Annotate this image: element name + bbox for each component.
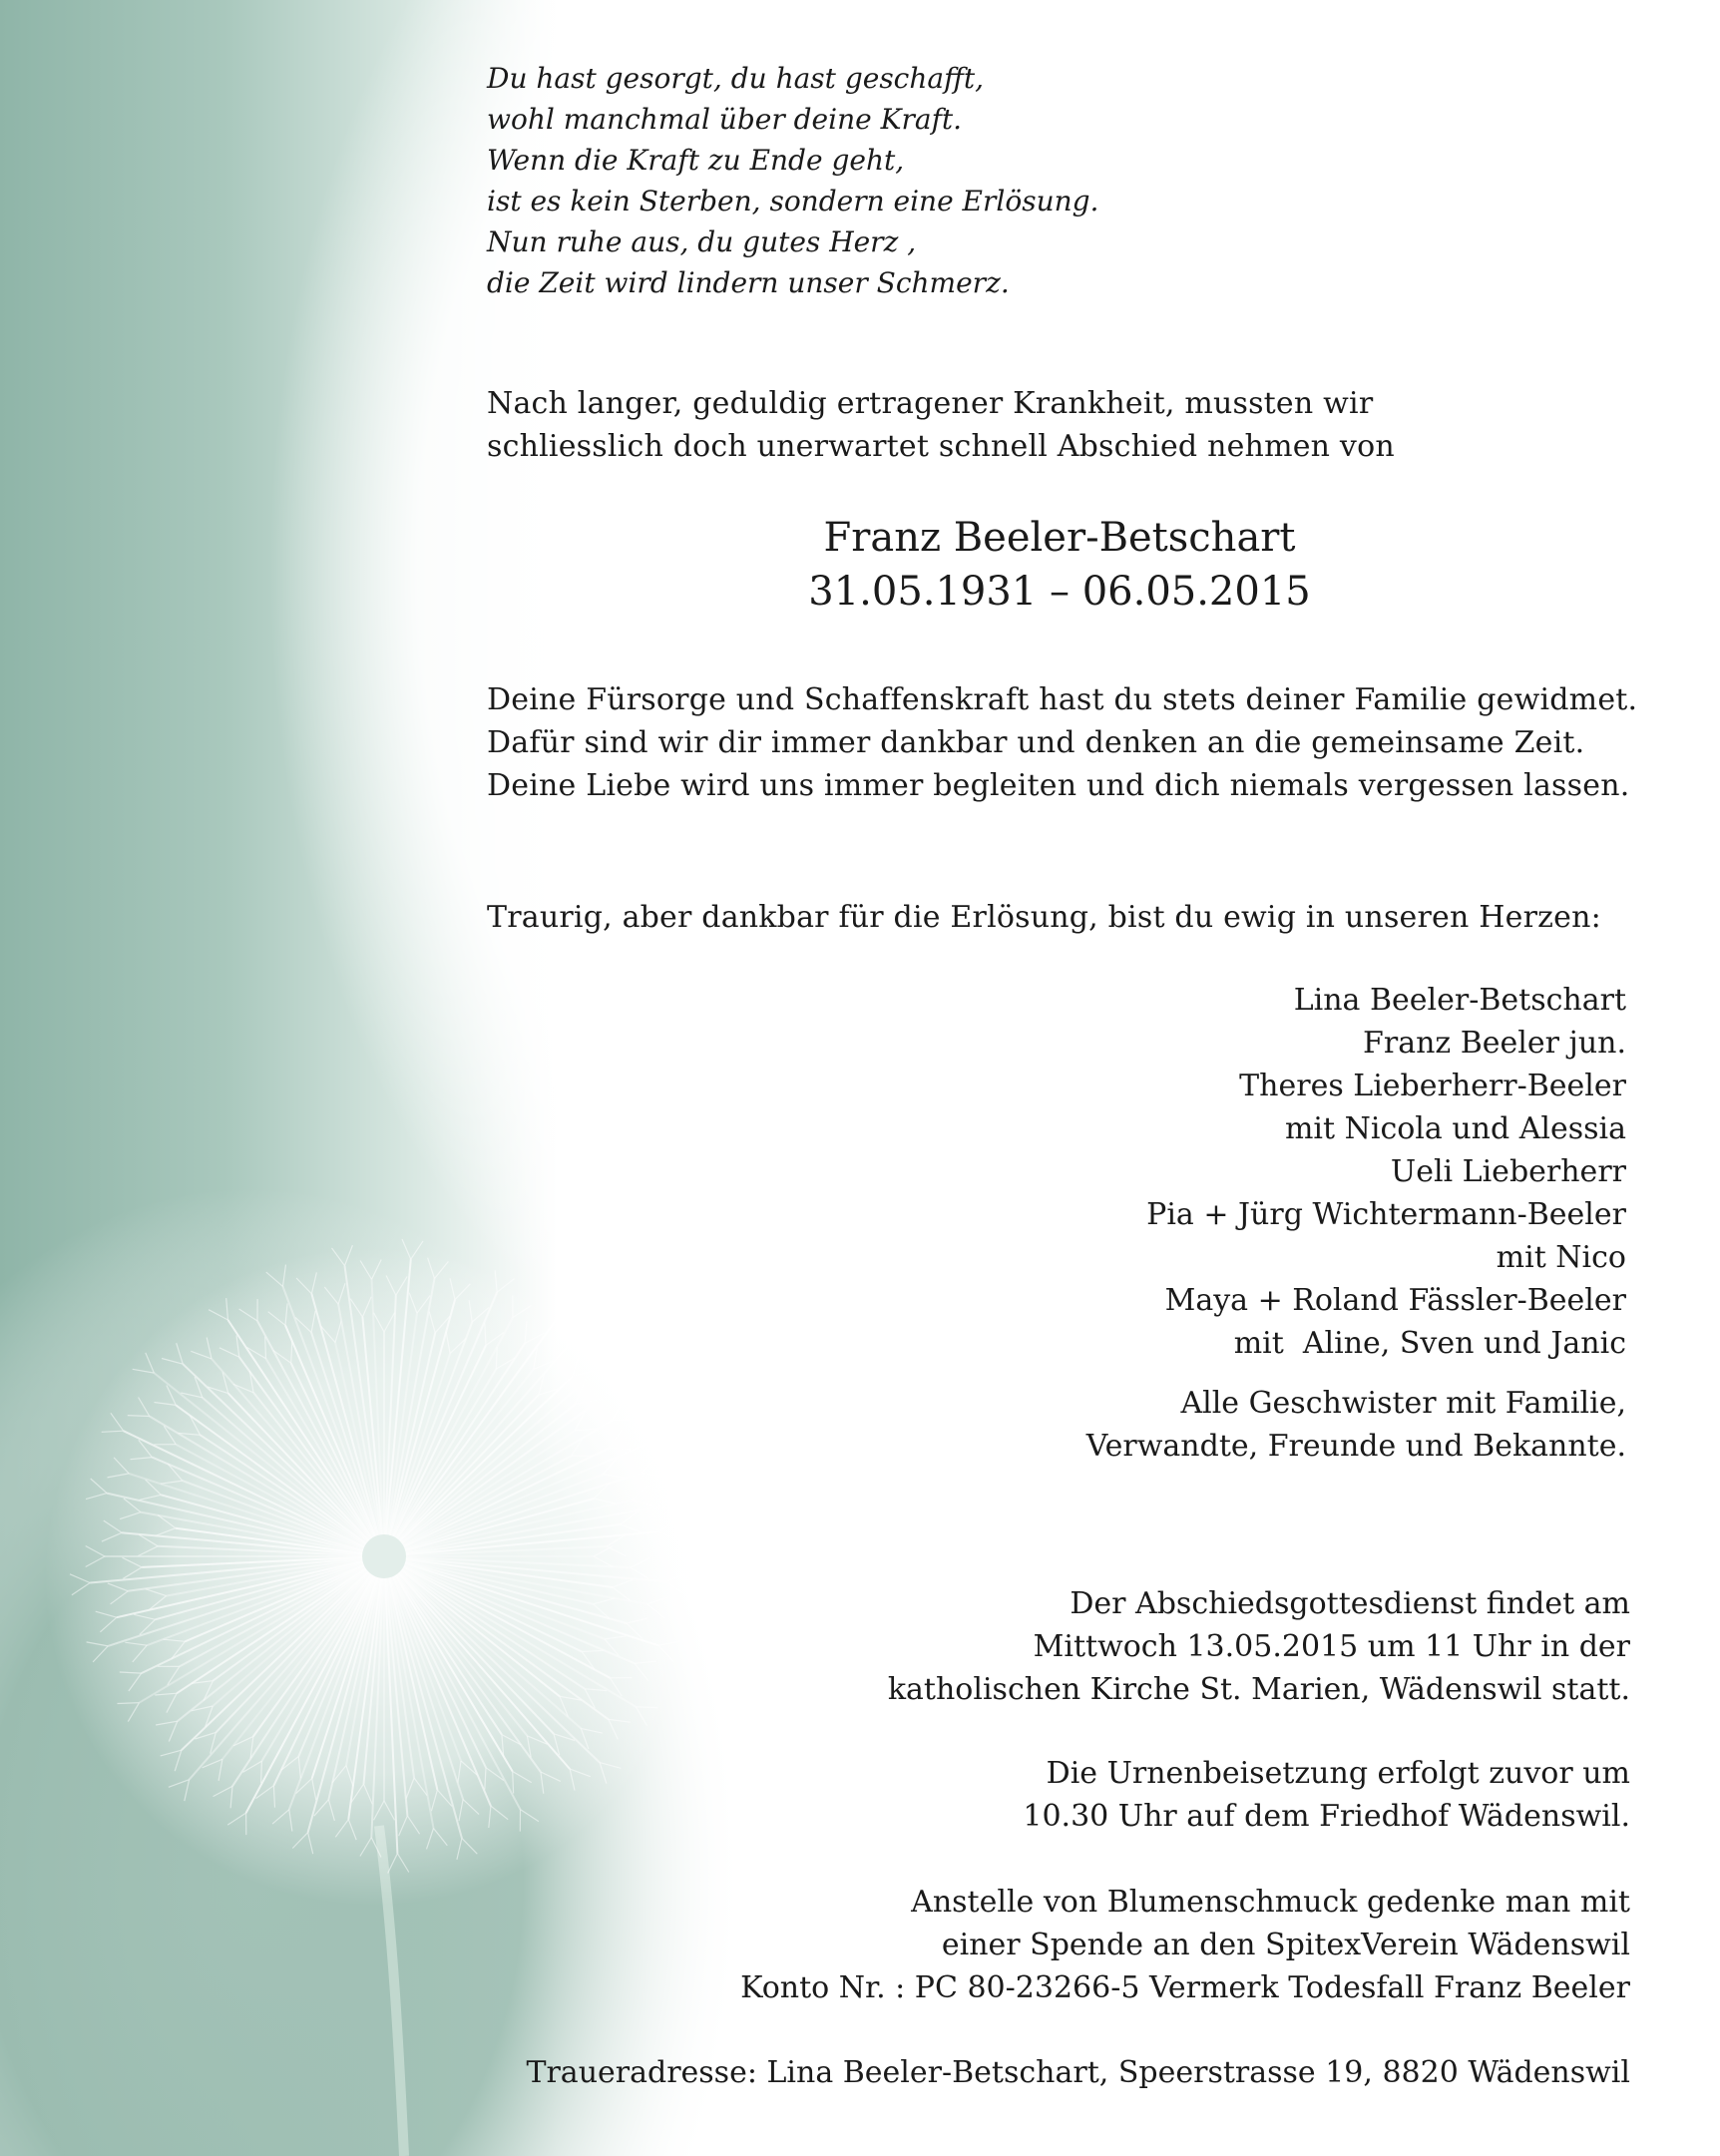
poem-line: ist es kein Sterben, sondern eine Erlösung. (487, 185, 1099, 217)
poem (487, 58, 1098, 303)
deceased-block (487, 511, 1632, 619)
deceased-name: Franz Beeler-Betschart (823, 515, 1296, 561)
service-line: Der Abschiedsgottesdienst findet am (1070, 1586, 1630, 1621)
family-member: mit Nico (1496, 1240, 1626, 1275)
mourning-text: Traurig, aber dankbar für die Erlösung, bist du ewig in unseren Herzen: (487, 900, 1601, 935)
tribute-line: Dafür sind wir dir immer dankbar und denken an die gemeinsame Zeit. (487, 725, 1585, 760)
deceased-dates: 31.05.1931 – 06.05.2015 (808, 569, 1311, 615)
address-line: Traueradresse: Lina Beeler-Betschart, Speerstrasse 19, 8820 Wädenswil (526, 2055, 1630, 2090)
urn-info (487, 1752, 1630, 1838)
poem-line: Nun ruhe aus, du gutes Herz , (487, 225, 917, 258)
family-member: Pia + Jürg Wichtermann-Beeler (1146, 1197, 1626, 1232)
family-member: Franz Beeler jun. (1363, 1026, 1626, 1061)
donation-info (487, 1881, 1630, 2009)
relatives-line: Verwandte, Freunde und Bekannte. (1085, 1429, 1626, 1464)
donation-line: einer Spende an den SpitexVerein Wädenswil (941, 1928, 1630, 1962)
poem-line: Du hast gesorgt, du hast geschafft, (487, 62, 985, 95)
donation-line: Konto Nr. : PC 80-23266-5 Vermerk Todesfall Franz Beeler (740, 1970, 1630, 2005)
intro-line: schliesslich doch unerwartet schnell Abschied nehmen von (487, 429, 1395, 464)
poem-line: wohl manchmal über deine Kraft. (487, 103, 963, 136)
family-member: Maya + Roland Fässler-Beeler (1164, 1283, 1626, 1318)
family-member: Lina Beeler-Betschart (1293, 983, 1626, 1018)
service-line: katholischen Kirche St. Marien, Wädenswil statt. (887, 1672, 1630, 1707)
poem-line: die Zeit wird lindern unser Schmerz. (487, 266, 1010, 299)
family-member: mit Aline, Sven und Janic (1233, 1326, 1626, 1361)
intro-paragraph (487, 382, 1632, 468)
tribute-paragraph (487, 678, 1638, 807)
urn-line: 10.30 Uhr auf dem Friedhof Wädenswil. (1023, 1799, 1630, 1834)
tribute-line: Deine Fürsorge und Schaffenskraft hast du stets deiner Familie gewidmet. (487, 682, 1638, 717)
relatives-line: Alle Geschwister mit Familie, (1180, 1386, 1626, 1421)
donation-line: Anstelle von Blumenschmuck gedenke man mit (911, 1885, 1630, 1920)
service-line: Mittwoch 13.05.2015 um 11 Uhr in der (1033, 1629, 1630, 1664)
family-member: mit Nicola und Alessia (1284, 1111, 1626, 1146)
family-member: Ueli Lieberherr (1390, 1154, 1626, 1189)
tribute-line: Deine Liebe wird uns immer begleiten und dich niemals vergessen lassen. (487, 768, 1630, 803)
urn-line: Die Urnenbeisetzung erfolgt zuvor um (1046, 1756, 1630, 1791)
service-info (487, 1582, 1630, 1711)
intro-line: Nach langer, geduldig ertragener Krankheit, mussten wir (487, 386, 1374, 421)
poem-line: Wenn die Kraft zu Ende geht, (487, 144, 905, 177)
relatives-list (487, 1382, 1626, 1468)
family-list (487, 979, 1626, 1365)
mourning-line (487, 896, 1632, 939)
family-member: Theres Lieberherr-Beeler (1239, 1069, 1626, 1103)
mourning-address (487, 2051, 1630, 2094)
